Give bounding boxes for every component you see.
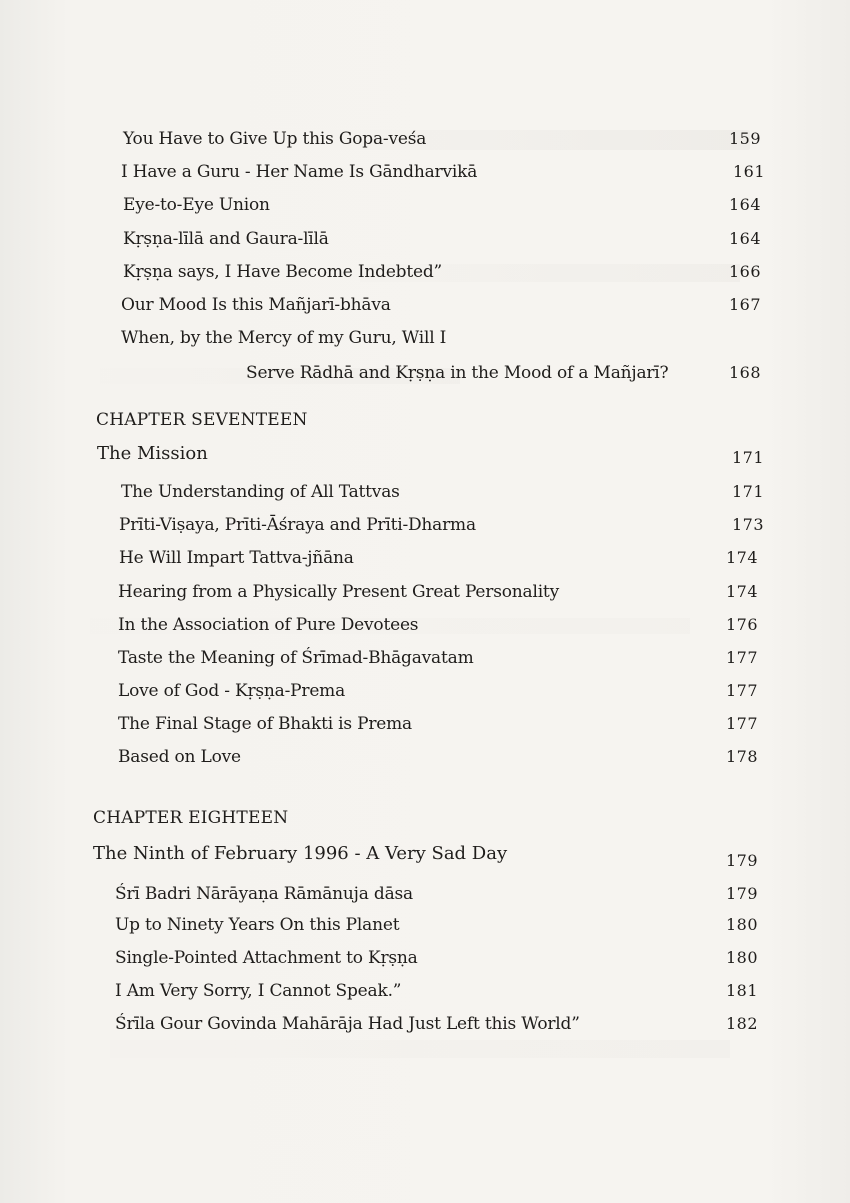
toc-entry-page: 182 [726,1014,759,1033]
toc-entry-page: 164 [729,195,762,214]
toc-entry [0,1009,850,1035]
toc-entry-title: Our Mood Is this Mañjarī-bhāva [121,295,391,315]
toc-entry-title: I Have a Guru - Her Name Is Gāndharvikā [121,162,478,182]
toc-entry-title: Single-Pointed Attachment to Kṛṣṇa [115,948,418,968]
toc-entry [0,643,850,669]
toc-entry-title: Śrīla Gour Govinda Mahārāja Had Just Left this World” [115,1014,580,1034]
toc-entry [0,190,850,216]
chapter-title: The Ninth of February 1996 - A Very Sad Day [93,843,508,864]
toc-entry-title: I Am Very Sorry, I Cannot Speak.” [115,981,402,1001]
toc-entry [0,157,850,183]
toc-entry-page: 166 [729,262,762,281]
toc-entry [0,124,850,150]
chapter-page: 179 [726,851,759,870]
toc-entry-page: 178 [726,747,759,766]
toc-entry-title: The Final Stage of Bhakti is Prema [118,714,412,734]
toc-entry [0,709,850,735]
toc-entry-title: Up to Ninety Years On this Planet [115,915,400,935]
toc-entry-title: He Will Impart Tattva-jñāna [119,548,354,568]
chapter-page: 171 [732,448,765,467]
toc-entry [0,610,850,636]
toc-entry-title: The Understanding of All Tattvas [121,482,400,502]
toc-entry-page: 177 [726,714,759,733]
toc-entry [0,742,850,768]
toc-entry-title: Śrī Badri Nārāyaṇa Rāmānuja dāsa [115,884,413,904]
toc-entry-page: 164 [729,229,762,248]
toc-entry-title: In the Association of Pure Devotees [118,615,419,635]
toc-entry-page: 181 [726,981,759,1000]
toc-entry [0,676,850,702]
chapter-label: CHAPTER SEVENTEEN [96,410,308,430]
toc-entry-title: Taste the Meaning of Śrīmad-Bhāgavatam [118,648,474,668]
toc-entry-page: 159 [729,129,762,148]
toc-entry-title: When, by the Mercy of my Guru, Will I [121,328,447,348]
toc-entry-title: Serve Rādhā and Kṛṣṇa in the Mood of a Mañjarī? [246,363,669,383]
toc-entry-title: Kṛṣṇa-līlā and Gaura-līlā [123,229,329,249]
toc-entry-page: 168 [729,363,762,382]
toc-entry-page: 167 [729,295,762,314]
toc-entry-page: 174 [726,582,759,601]
toc-entry-page: 161 [733,162,766,181]
toc-entry-title: Eye-to-Eye Union [123,195,270,215]
toc-entry-title: Based on Love [118,747,241,767]
toc-entry-page: 174 [726,548,759,567]
toc-entry-page: 177 [726,681,759,700]
toc-entry [0,976,850,1002]
toc-entry-page: 180 [726,915,759,934]
toc-entry [0,323,850,349]
chapter-page-row [0,443,850,469]
toc-entry-title: You Have to Give Up this Gopa-veśa [123,129,427,149]
chapter-title: The Mission [97,443,208,464]
toc-entry-page: 173 [732,515,765,534]
chapter-page-row [0,846,850,872]
toc-entry [0,224,850,250]
toc-entry-title: Kṛṣṇa says, I Have Become Indebted” [123,262,443,282]
toc-entry-title: Hearing from a Physically Present Great Personality [118,582,559,602]
toc-entry [0,879,850,905]
toc-entry-page: 171 [732,482,765,501]
toc-entry-page: 177 [726,648,759,667]
toc-entry [0,543,850,569]
toc-entry [0,510,850,536]
toc-entry [0,910,850,936]
toc-entry-page: 179 [726,884,759,903]
toc-entry-page: 180 [726,948,759,967]
toc-entry-title: Prīti-Viṣaya, Prīti-Āśraya and Prīti-Dharma [119,515,476,535]
toc-entry-title: Love of God - Kṛṣṇa-Prema [118,681,346,701]
toc-entry [0,943,850,969]
toc-entry [0,577,850,603]
chapter-label: CHAPTER EIGHTEEN [93,808,289,828]
toc-entry [0,290,850,316]
toc-entry-page: 176 [726,615,759,634]
toc-entry [0,477,850,503]
toc-entry [0,257,850,283]
toc-entry [0,358,850,384]
